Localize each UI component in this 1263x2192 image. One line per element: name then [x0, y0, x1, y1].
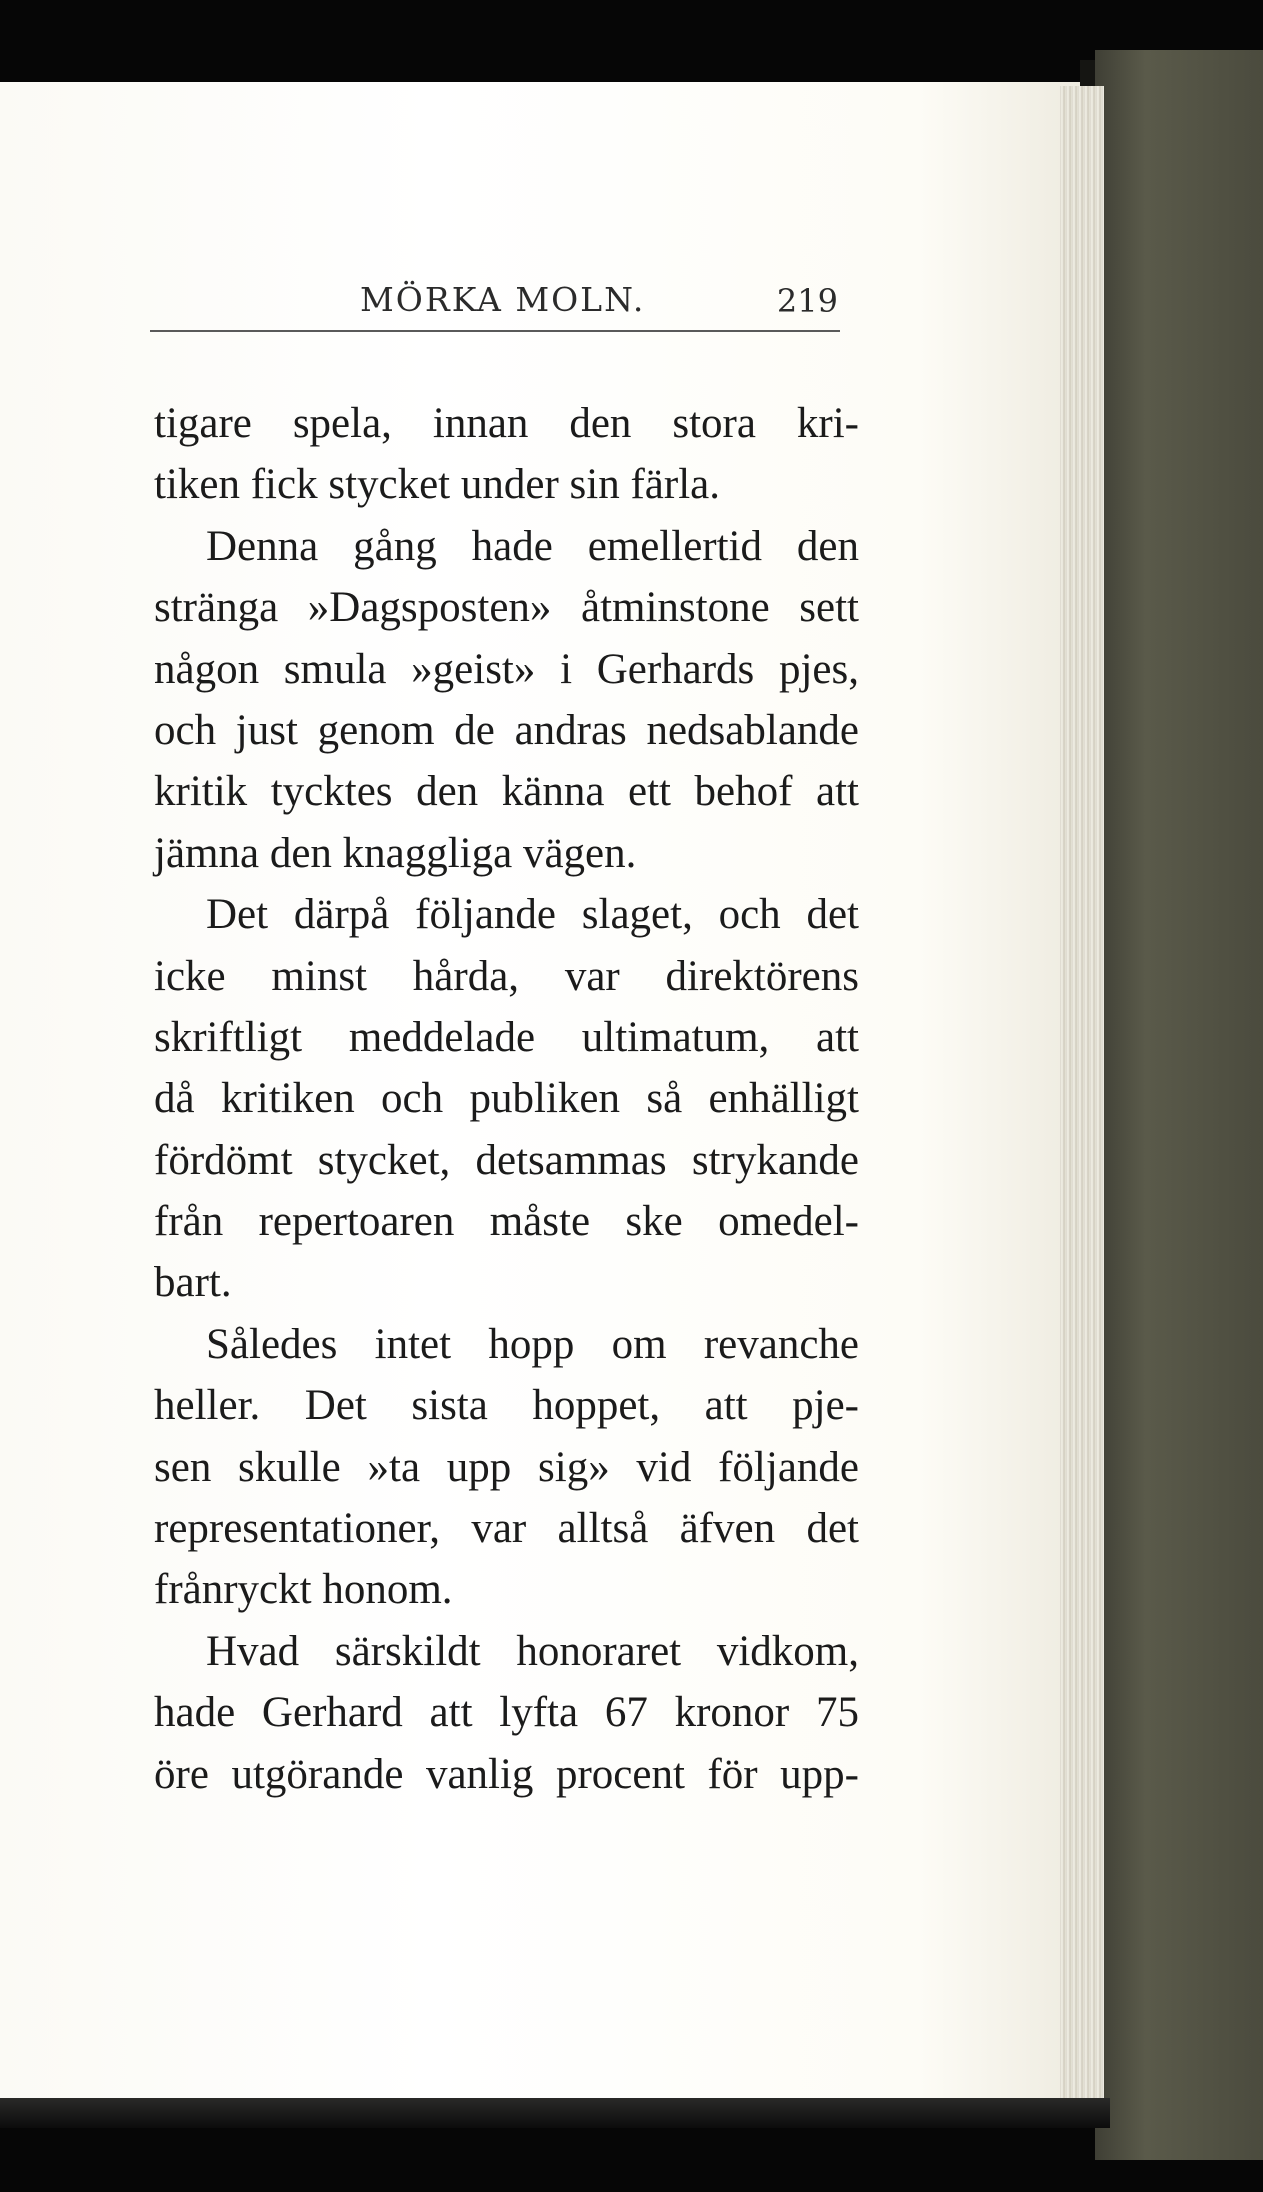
text-line: kritik tycktes den känna ett behof att — [154, 768, 859, 816]
page-number: 219 — [776, 282, 838, 320]
body-text — [154, 393, 859, 1805]
text-line: stränga »Dagsposten» åtminstone sett — [154, 584, 859, 632]
text-line: Hvad särskildt honoraret vidkom, — [206, 1627, 859, 1675]
page-edges-stack — [1060, 86, 1104, 2098]
bottom-shadow — [0, 2098, 1110, 2128]
text-line: Således intet hopp om revanche — [206, 1320, 859, 1368]
text-line: någon smula »geist» i Gerhards pjes, — [154, 645, 859, 693]
text-line: och just genom de andras nedsablande — [154, 706, 859, 754]
text-line: fördömt stycket, detsammas strykande — [154, 1136, 859, 1184]
text-line: sen skulle »ta upp sig» vid följande — [154, 1443, 859, 1491]
text-line: bart. — [154, 1259, 232, 1307]
text-line: tigare spela, innan den stora kri- — [154, 400, 859, 447]
running-title: MÖRKA MOLN. — [360, 280, 646, 319]
text-line: öre utgörande vanlig procent för upp- — [154, 1750, 859, 1798]
page-header — [150, 270, 840, 332]
book-cover-edge — [1095, 50, 1263, 2160]
text-line: från repertoaren måste ske omedel- — [154, 1198, 859, 1246]
text-line: tiken fick stycket under sin färla. — [154, 461, 720, 509]
text-line: jämna den knaggliga vägen. — [154, 829, 637, 877]
text-line: frånryckt honom. — [154, 1566, 453, 1614]
text-line: Denna gång hade emellertid den — [206, 522, 859, 570]
text-line: icke minst hårda, var direktörens — [154, 952, 859, 1000]
text-line: representationer, var alltså äfven det — [154, 1505, 859, 1553]
text-line: Det därpå följande slaget, och det — [206, 891, 859, 939]
text-line: då kritiken och publiken så enhälligt — [154, 1075, 859, 1123]
text-line: heller. Det sista hoppet, att pje- — [154, 1382, 859, 1430]
text-line: hade Gerhard att lyfta 67 kronor 75 — [154, 1689, 859, 1737]
text-line: skriftligt meddelade ultimatum, att — [154, 1013, 859, 1061]
